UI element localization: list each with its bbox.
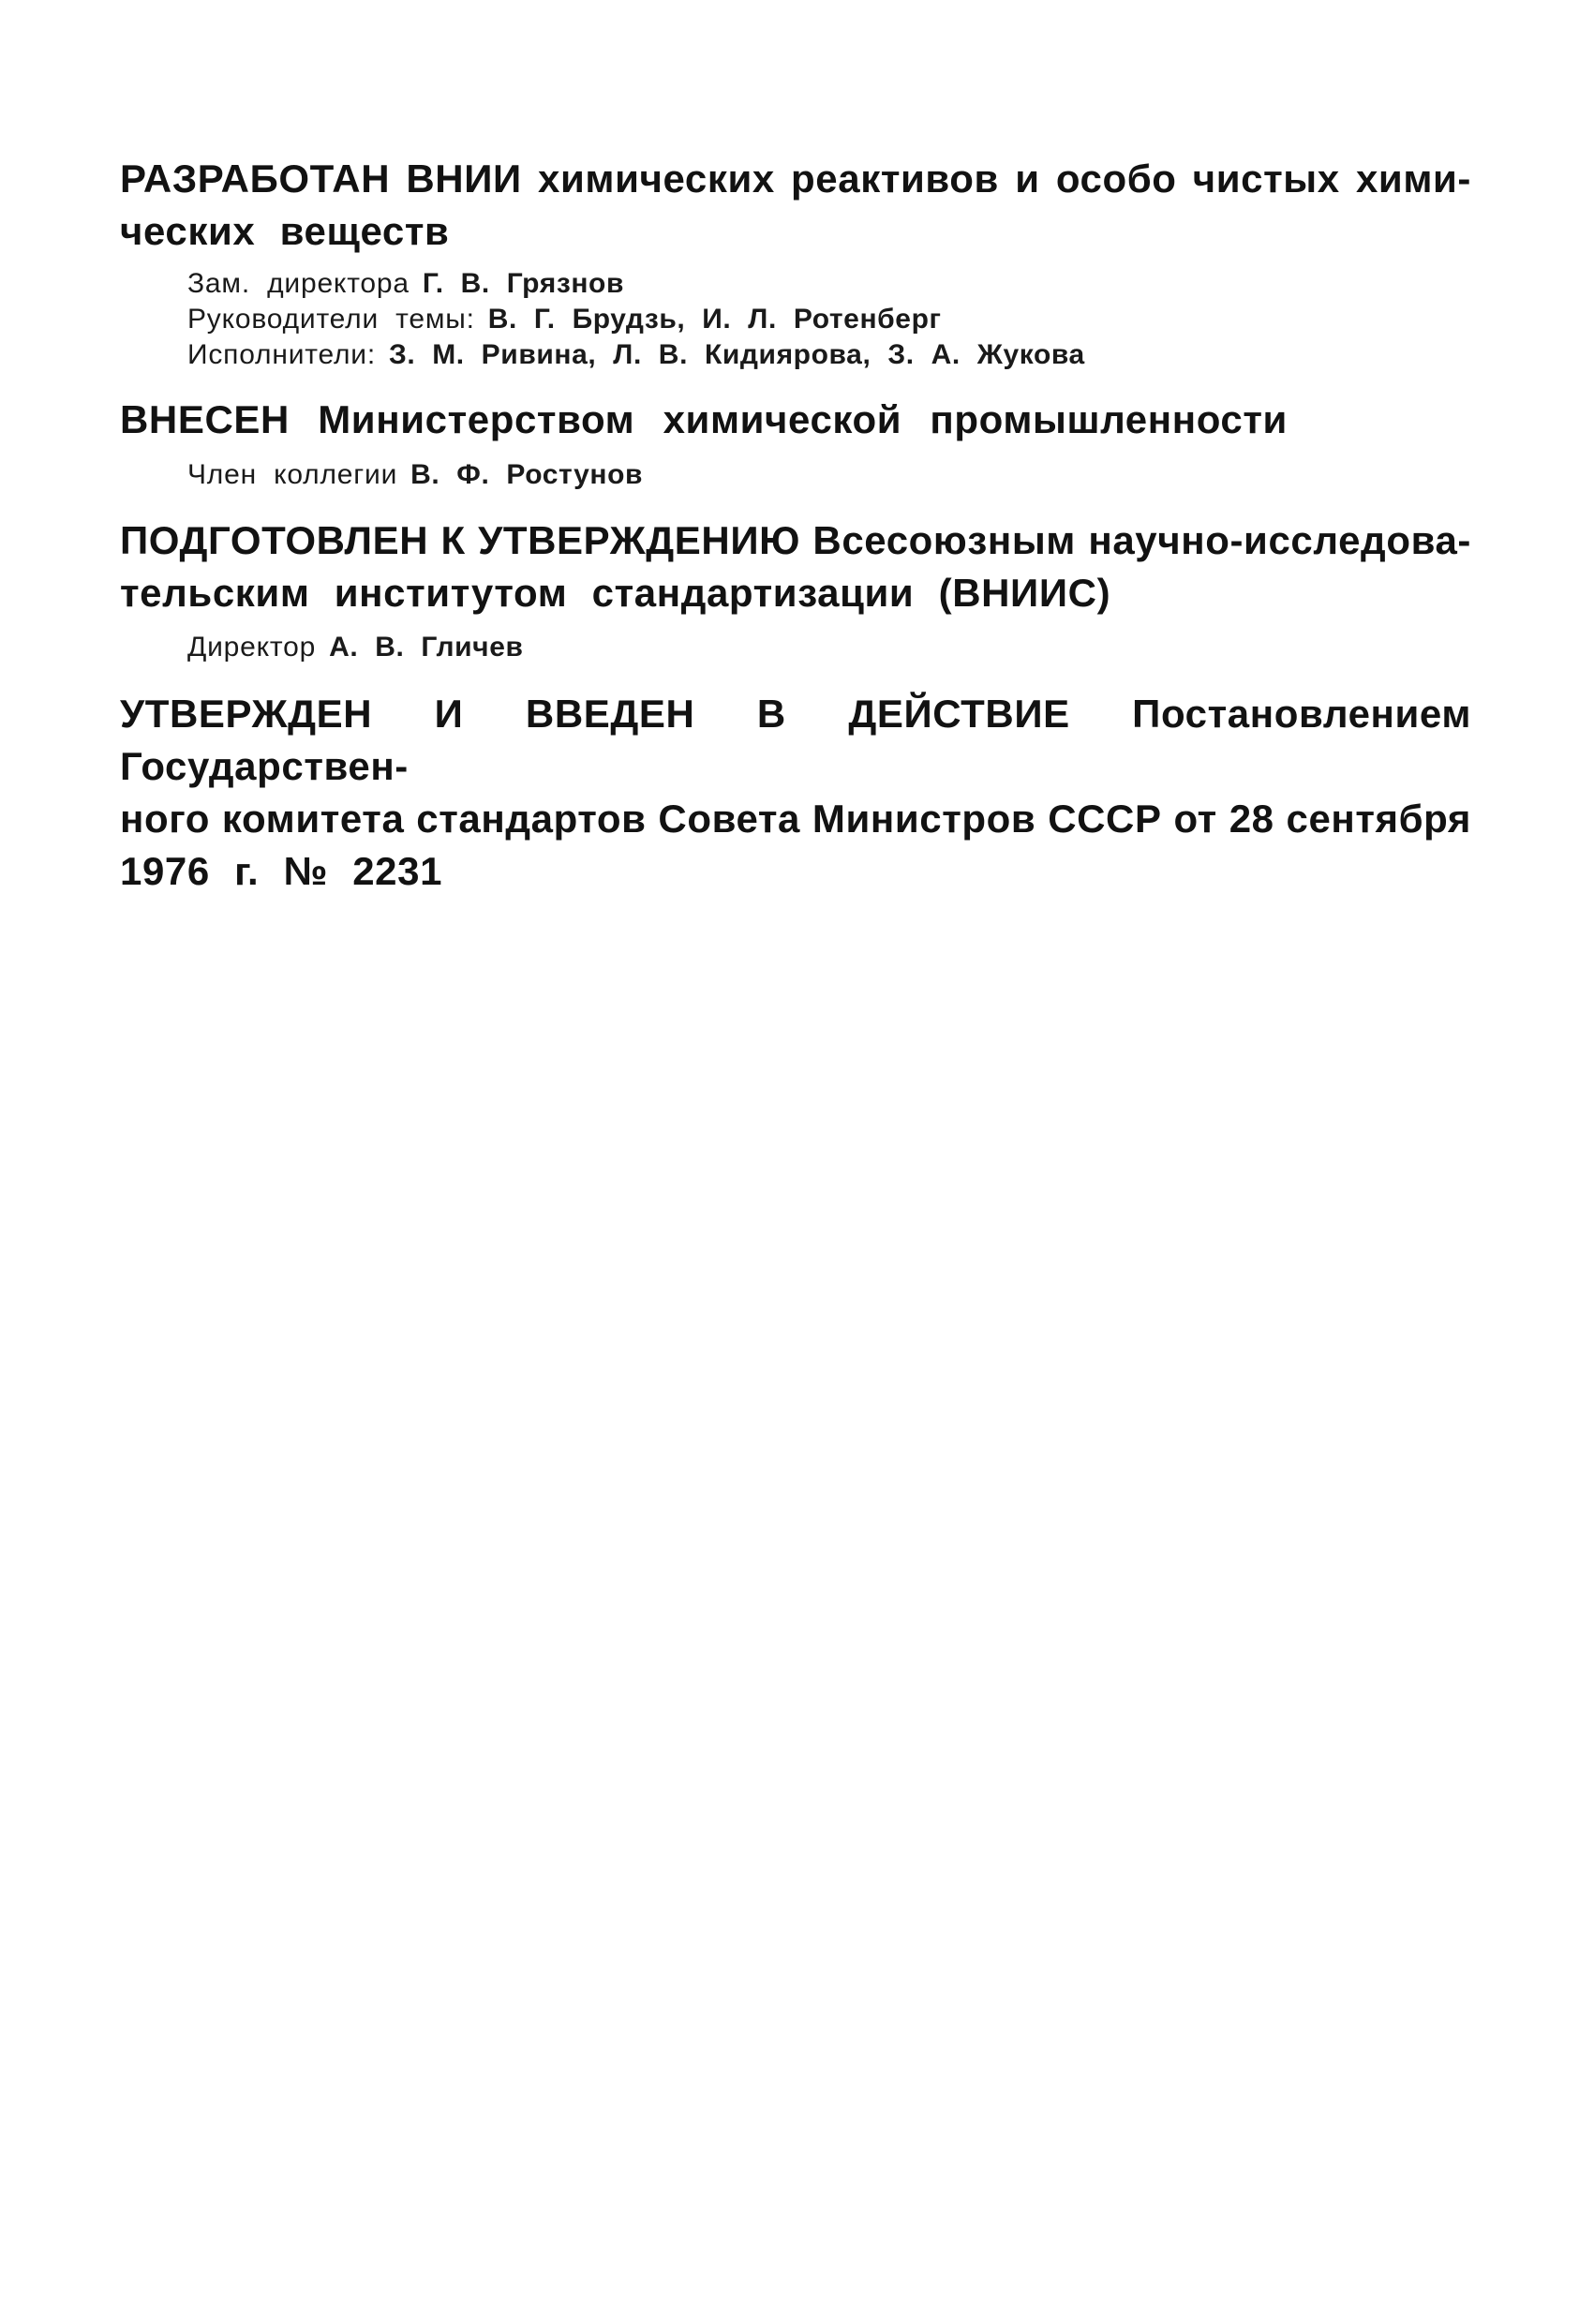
section-submitted-heading xyxy=(120,394,1471,446)
staff-line-board-member xyxy=(187,457,1471,493)
staff-names: Г. В. Грязнов xyxy=(422,268,625,299)
heading-line: ПОДГОТОВЛЕН К УТВЕРЖДЕНИЮ Всесоюзным научно-исследова- xyxy=(120,518,1471,562)
staff-line-director xyxy=(187,630,1471,665)
heading-line: тельским институтом стандартизации (ВНИИС) xyxy=(120,571,1111,615)
section-developed-heading xyxy=(120,153,1471,258)
heading-line: ческих веществ xyxy=(120,209,450,253)
staff-role: Руководители темы: xyxy=(187,304,475,335)
staff-names: В. Ф. Ростунов xyxy=(410,459,644,490)
staff-role: Зам. директора xyxy=(187,268,410,299)
heading-line: 1976 г. № 2231 xyxy=(120,849,443,893)
section-prepared-staff xyxy=(187,630,1471,665)
staff-line-topic-leads xyxy=(187,302,1471,337)
staff-names: З. М. Ривина, Л. В. Кидиярова, З. А. Жукова xyxy=(388,339,1085,370)
staff-role: Член коллегии xyxy=(187,459,398,490)
section-approved-heading xyxy=(120,688,1471,898)
staff-line-deputy-director xyxy=(187,266,1471,302)
staff-names: А. В. Гличев xyxy=(329,632,524,663)
section-developed-staff xyxy=(187,266,1471,373)
staff-names: В. Г. Брудзь, И. Л. Ротенберг xyxy=(487,304,942,335)
staff-role: Директор xyxy=(187,632,317,663)
staff-role: Исполнители: xyxy=(187,339,376,370)
heading-line: ВНЕСЕН Министерством химической промышленности xyxy=(120,397,1288,441)
heading-line: УТВЕРЖДЕН И ВВЕДЕН В ДЕЙСТВИЕ Постановлением Государствен- xyxy=(120,692,1471,788)
text-block xyxy=(120,153,1471,898)
section-submitted-staff xyxy=(187,457,1471,493)
heading-line: РАЗРАБОТАН ВНИИ химических реактивов и особо чистых хими- xyxy=(120,156,1471,201)
section-prepared-heading xyxy=(120,514,1471,619)
staff-line-executors xyxy=(187,337,1471,373)
heading-line: ного комитета стандартов Совета Министров СССР от 28 сентября xyxy=(120,797,1471,841)
